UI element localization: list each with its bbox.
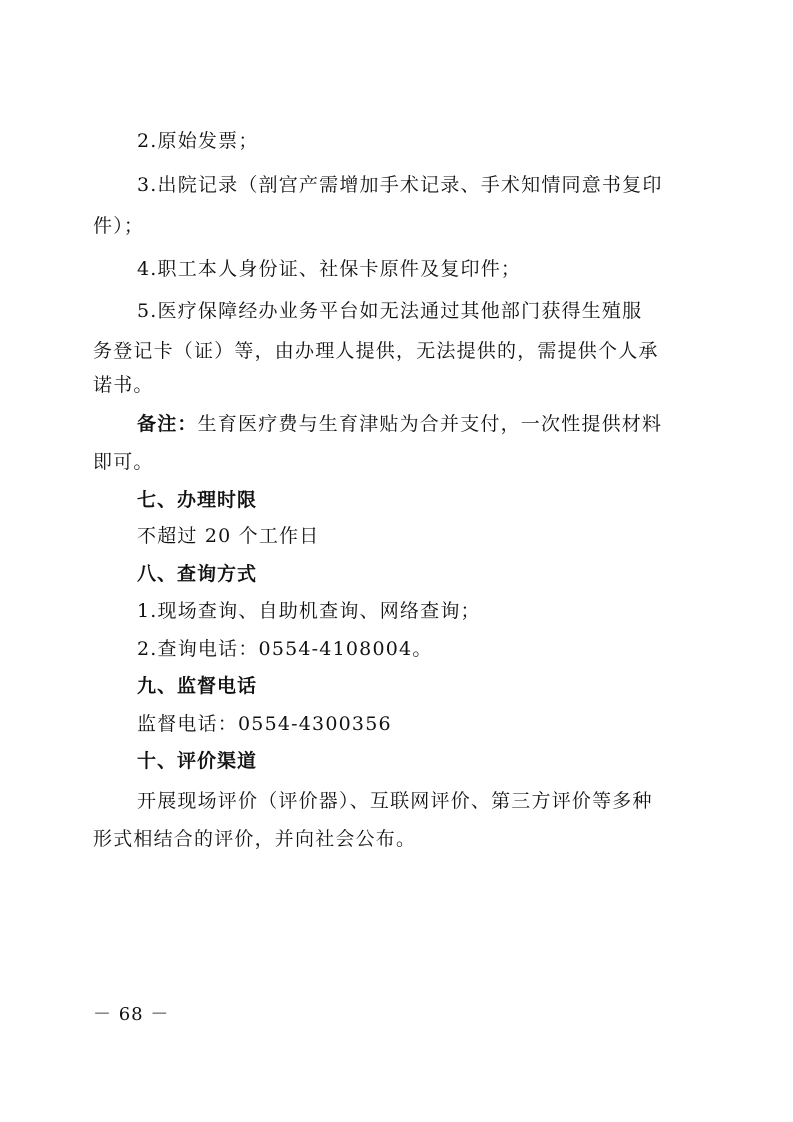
list-item-birth-registration-line3: 诺书。 (93, 374, 154, 396)
note-label: 备注： (137, 413, 198, 435)
section-heading-evaluation-channels: 十、评价渠道 (137, 750, 258, 772)
list-item-birth-registration-line1: 5.医疗保障经办业务平台如无法通过其他部门获得生殖服 (137, 300, 643, 322)
list-item-discharge-record-line1: 3.出院记录（剖宫产需增加手术记录、手术知情同意书复印 (137, 174, 663, 196)
evaluation-channels-line1: 开展现场评价（评价器）、互联网评价、第三方评价等多种 (137, 790, 653, 812)
section-heading-supervision-phone: 九、监督电话 (137, 675, 258, 697)
list-item-id-card: 4.职工本人身份证、社保卡原件及复印件； (137, 258, 522, 280)
note-text: 生育医疗费与生育津贴为合并支付，一次性提供材料 (197, 413, 663, 435)
supervision-phone-text: 监督电话：0554-4300356 (137, 713, 392, 735)
page-number: － 68 － (93, 1004, 170, 1025)
section-heading-query-methods: 八、查询方式 (137, 563, 258, 585)
evaluation-channels-line2: 形式相结合的评价，并向社会公布。 (93, 828, 417, 850)
list-item-discharge-record-line2: 件）； (93, 215, 145, 237)
section-heading-processing-time: 七、办理时限 (137, 489, 258, 511)
processing-time-text: 不超过 20 个工作日 (137, 525, 320, 547)
list-item-original-invoice: 2.原始发票； (137, 130, 259, 152)
query-methods-item1: 1.现场查询、自助机查询、网络查询； (137, 600, 481, 622)
list-item-birth-registration-line2: 务登记卡（证）等，由办理人提供，无法提供的，需提供个人承 (93, 340, 659, 362)
note-line1 (137, 411, 662, 437)
note-line2: 即可。 (93, 451, 154, 473)
query-methods-item2: 2.查询电话：0554-4108004。 (137, 638, 433, 660)
